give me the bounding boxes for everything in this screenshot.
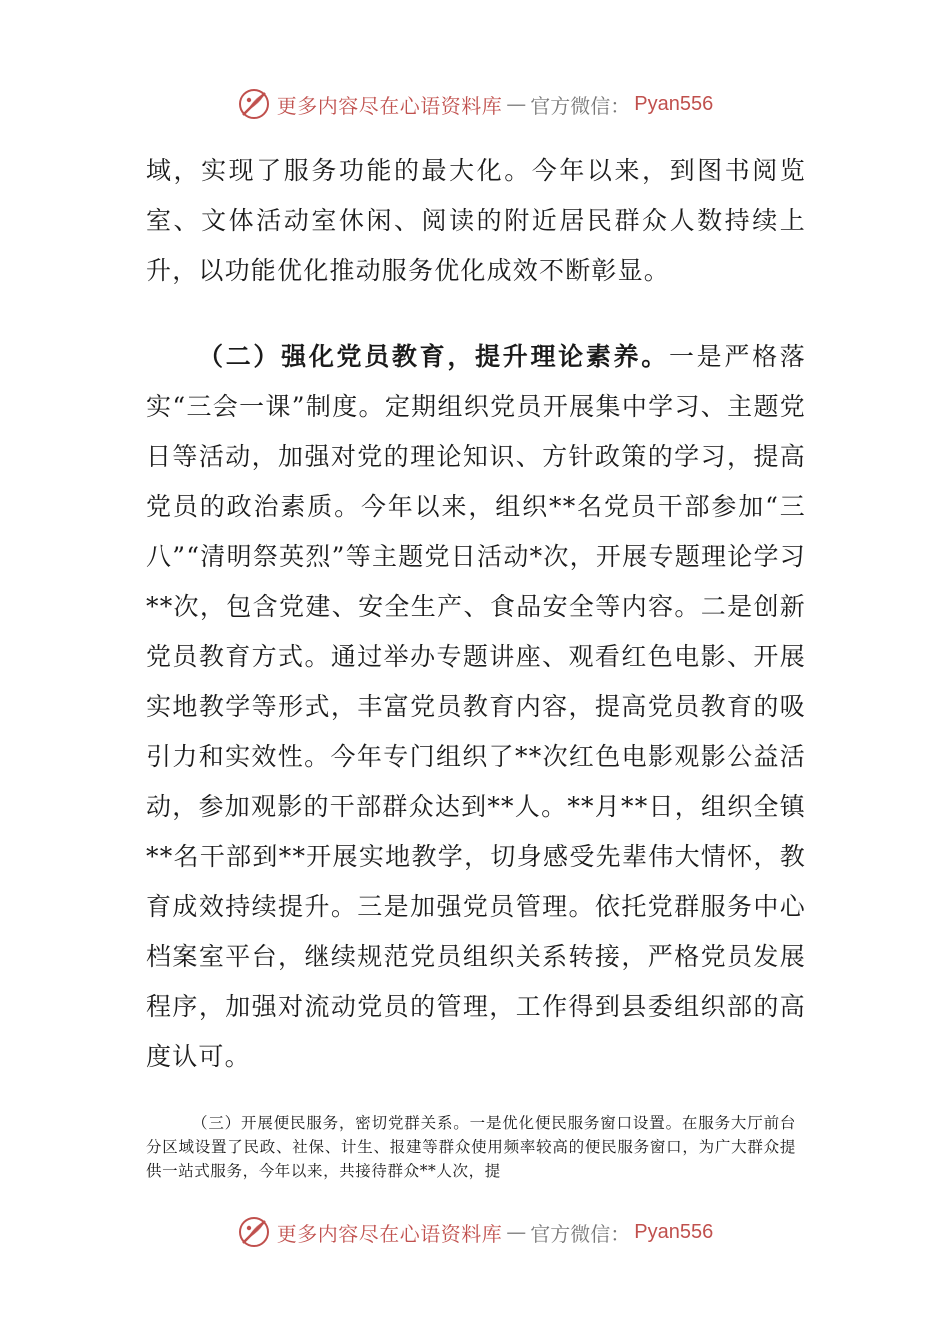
watermark-wechat-label: 官方微信： bbox=[530, 1221, 631, 1246]
paragraph-party-education bbox=[146, 332, 806, 1082]
watermark-wechat-id: Pyan556 bbox=[634, 92, 714, 115]
quill-logo-icon bbox=[237, 1215, 271, 1249]
watermark-wechat-label: 官方微信： bbox=[530, 93, 631, 118]
quill-logo-icon bbox=[237, 87, 271, 121]
section-body-2: 一是严格落实“三会一课”制度。定期组织党员开展集中学习、主题党日等活动，加强对党的理论知识、方针政策的学习，提高党员的政治素质。今年以来，组织**名党员干部参加“三八”“清明祭英烈”等主题党日活动*次，开展专题理论学习**次，包含党建、安全生产、食品安全等内容。二是创新党员教育方式。通过举办专题讲座、观看红色电影、开展实地教学等形式，丰富党员教育内容，提高党员教育的吸引力和实效性。今年专门组织了**次红色电影观影公益活动，参加观影的干部群众达到**人。**月**日，组织全镇**名干部到**开展实地教学，切身感受先辈伟大情怀，教育成效持续提升。三是加强党员管理。依托党群服务中心档案室平台，继续规范党员组织关系转接，严格党员发展程序，加强对流动党员的管理，工作得到县委组织部的高度认可。 bbox=[146, 342, 806, 1071]
watermark-main-text: 更多内容尽在心语资料库 bbox=[276, 93, 503, 118]
paragraph-continuation: 域，实现了服务功能的最大化。今年以来，到图书阅览室、文体活动室休闲、阅读的附近居民群众人数持续上升，以功能优化推动服务优化成效不断彰显。 bbox=[146, 156, 806, 285]
watermark-footer bbox=[0, 1212, 950, 1252]
watermark-separator: — bbox=[506, 92, 527, 116]
section-heading-2: （二）强化党员教育，提升理论素养。 bbox=[198, 342, 669, 371]
paragraph-convenience-service: （三）开展便民服务，密切党群关系。一是优化便民服务窗口设置。在服务大厅前台分区域设置了民政、社保、计生、报建等群众使用频率较高的便民服务窗口，为广大群众提供一站式服务，今年以来，共接待群众**人次，提 bbox=[146, 1114, 796, 1180]
watermark-wechat-id: Pyan556 bbox=[634, 1220, 714, 1243]
watermark-header bbox=[0, 84, 950, 124]
watermark-main-text: 更多内容尽在心语资料库 bbox=[276, 1221, 503, 1246]
watermark-separator: — bbox=[506, 1220, 527, 1244]
